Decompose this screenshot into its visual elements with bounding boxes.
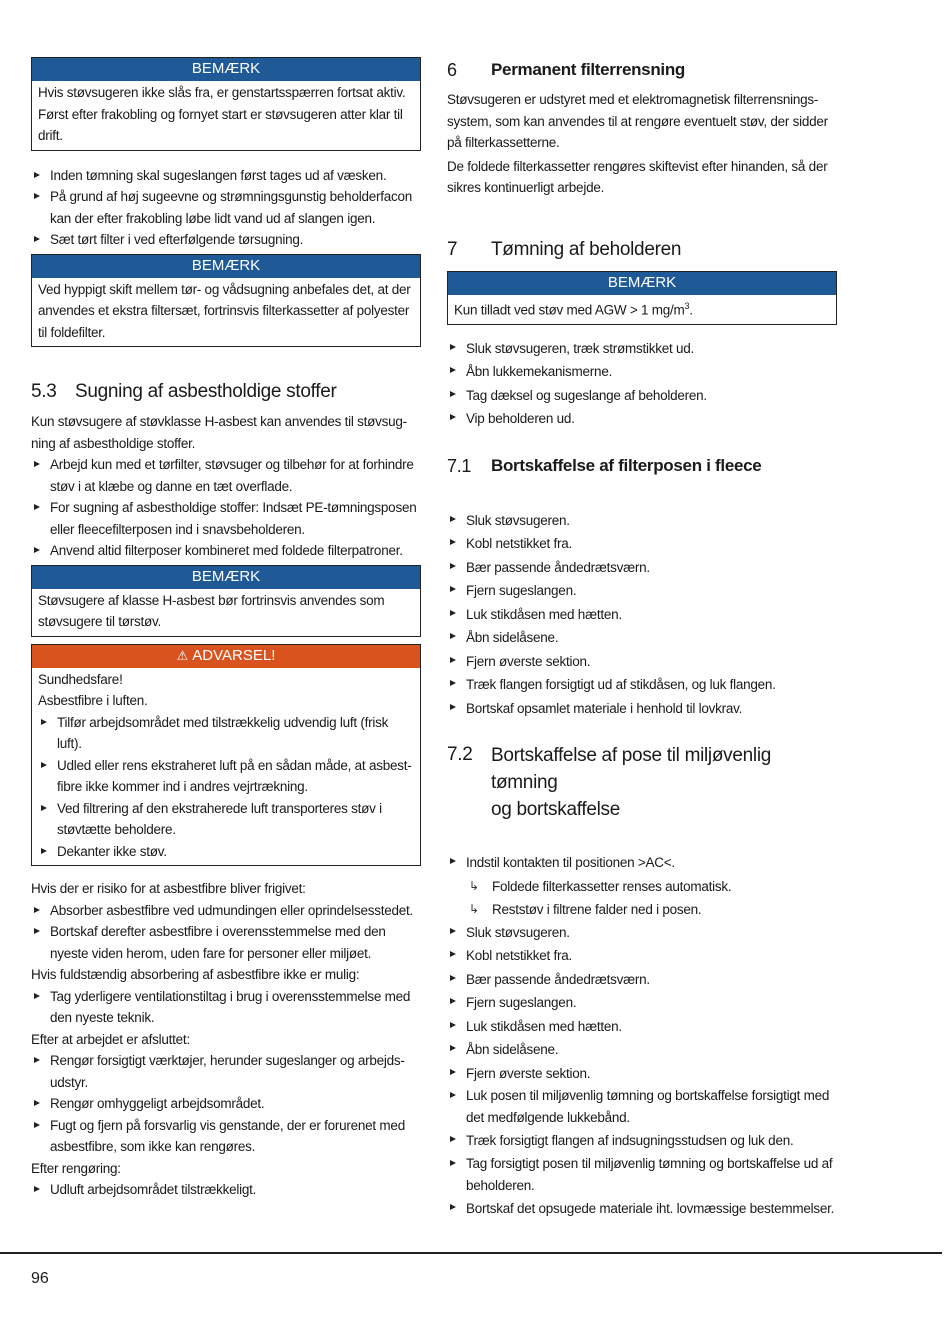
section-heading-7-2 bbox=[447, 742, 837, 823]
bullet-item: Fjern sugeslangen. bbox=[447, 579, 837, 603]
footer-divider bbox=[0, 1252, 942, 1254]
section-6-text bbox=[447, 89, 837, 199]
asbestos-bullet-list bbox=[31, 454, 421, 562]
intro-paragraph: Efter at arbejdet er afsluttet: bbox=[31, 1031, 190, 1047]
bullet-item: Bortskaf opsamlet materiale i henhold til lovkrav. bbox=[447, 697, 837, 721]
section-heading-6 bbox=[447, 57, 837, 83]
warning-box bbox=[31, 644, 421, 867]
bullet-item: Vip beholderen ud. bbox=[447, 407, 837, 431]
bullet-item: Dekanter ikke støv. bbox=[38, 841, 414, 863]
warning-triangle-icon: ⚠ bbox=[176, 647, 189, 663]
note-line: Støvsugere af klasse H-asbest bør fortrinsvis anvendes som bbox=[38, 592, 385, 608]
bullet-item: Luk posen til miljøvenlig tømning og bortskaffelse forsigtigt med det medfølgende lukkebånd. bbox=[447, 1085, 837, 1129]
intro-paragraph: Kun støvsugere af støvklasse H-asbest kan anvendes til støvsug-ning af asbestholdige stoffer. bbox=[31, 414, 407, 451]
risk-bullet-list bbox=[31, 900, 421, 965]
note-line: Hvis støvsugeren ikke slås fra, er genstartsspærren fortsat aktiv. bbox=[38, 85, 406, 100]
section-number: 7 bbox=[447, 238, 458, 260]
bullet-item: Tag forsigtigt posen til miljøvenlig tømning og bortskaffelse ud af beholderen. bbox=[447, 1153, 837, 1197]
note-line: Ved hyppigt skift mellem tør- og vådsugning anbefales det, at der bbox=[38, 281, 411, 297]
note-box-body bbox=[32, 589, 420, 636]
warning-bullet-list bbox=[38, 712, 414, 863]
section-title: Permanent filterrensning bbox=[491, 60, 686, 79]
note-box-body bbox=[32, 81, 420, 150]
section-heading-7 bbox=[447, 237, 837, 263]
bullet-item: Bær passende åndedrætsværn. bbox=[447, 968, 837, 992]
note-period: . bbox=[689, 302, 693, 317]
note-superscript: 3 bbox=[684, 300, 690, 311]
section-number: 7.1 bbox=[447, 455, 472, 476]
section-number: 7.2 bbox=[447, 744, 473, 765]
absorb-intro bbox=[31, 964, 421, 986]
result-text: Reststøv i filtrene falder ned i posen. bbox=[492, 901, 702, 917]
emptying-bullet-list bbox=[31, 165, 421, 251]
note-box-header: BEMÆRK bbox=[32, 58, 420, 81]
bullet-item: Kobl netstikket fra. bbox=[447, 944, 837, 968]
result-arrow-icon: ↳ bbox=[469, 878, 479, 893]
warning-line: Sundhedsfare! bbox=[38, 671, 123, 687]
bullet-item: Træk forsigtigt flangen af indsugningsstudsen og luk den. bbox=[447, 1129, 837, 1153]
result-item bbox=[447, 875, 837, 898]
intro-paragraph: Hvis fuldstændig absorbering af asbestfibre ikke er mulig: bbox=[31, 967, 360, 982]
after-work-bullet-list bbox=[31, 1050, 421, 1158]
bullet-item: Bær passende åndedrætsværn. bbox=[447, 556, 837, 580]
note-line: støvsugere til tørstøv. bbox=[38, 614, 162, 629]
bullet-item: Fugt og fjern på forsvarlig vis genstande, der er forurenet med asbestfibre, som ikke kan rengøres. bbox=[31, 1115, 421, 1158]
note-box-header: BEMÆRK bbox=[32, 566, 420, 589]
note-box-body bbox=[448, 295, 836, 324]
section-number: 6 bbox=[447, 60, 457, 80]
note-line: til foldefilter. bbox=[38, 324, 106, 340]
note-box-filter-set bbox=[31, 254, 421, 348]
section-7-2-bullet-list bbox=[447, 921, 837, 1221]
left-column bbox=[31, 57, 421, 1201]
bullet-item: Arbejd kun med et tørfilter, støvsuger og tilbehør for at forhindre støv i at klæbe og danne en tæt overflade. bbox=[31, 454, 421, 497]
note-line: anvendes et ekstra filtersæt, fortrinsvis filterkassetter af polyester bbox=[38, 303, 410, 318]
absorb-bullet-list bbox=[31, 986, 421, 1029]
note-box-genstart bbox=[31, 57, 421, 151]
bullet-item: Ved filtrering af den ekstraherede luft transporteres støv i støvtætte beholdere. bbox=[38, 798, 414, 841]
bullet-item: Fjern sugeslangen. bbox=[447, 991, 837, 1015]
bullet-item: Rengør omhyggeligt arbejdsområdet. bbox=[31, 1093, 421, 1115]
bullet-item: Udled eller rens ekstraheret luft på en sådan måde, at asbest-fibre ikke kommer ind i andres vejrtrækning. bbox=[38, 755, 414, 798]
result-text: Foldede filterkassetter renses automatisk. bbox=[492, 878, 732, 894]
bullet-item: Åbn sidelåsene. bbox=[447, 626, 837, 650]
bullet-item: Træk flangen forsigtigt ud af stikdåsen, og luk flangen. bbox=[447, 673, 837, 697]
bullet-item: Åbn lukkemekanismerne. bbox=[447, 360, 837, 384]
bullet-item: Rengør forsigtigt værktøjer, herunder sugeslanger og arbejds-udstyr. bbox=[31, 1050, 421, 1093]
bullet-item: For sugning af asbestholdige stoffer: Indsæt PE-tømningsposen eller fleecefilterposen ind i snavsbeholderen. bbox=[31, 497, 421, 540]
note-line: Først efter frakobling og fornyet start er støvsugeren atter klar til bbox=[38, 106, 403, 122]
bullet-item: Kobl netstikket fra. bbox=[447, 532, 837, 556]
section-title bbox=[491, 742, 837, 823]
bullet-item: Inden tømning skal sugeslangen først tages ud af væsken. bbox=[31, 165, 421, 187]
after-work-intro bbox=[31, 1029, 421, 1051]
section-intro bbox=[31, 411, 421, 454]
bullet-item: Tilfør arbejdsområdet med tilstrækkelig udvendig luft (frisk luft). bbox=[38, 712, 414, 755]
after-clean-bullet-list bbox=[31, 1179, 421, 1201]
section-title-line: Bortskaffelse af pose til miljøvenlig tømning bbox=[491, 745, 772, 793]
bullet-item: Luk stikdåsen med hætten. bbox=[447, 603, 837, 627]
paragraph: De foldede filterkassetter rengøres skiftevist efter hinanden, så der sikres kontinuerligt arbejde. bbox=[447, 158, 828, 195]
warning-line: Asbestfibre i luften. bbox=[38, 693, 148, 708]
note-box-header: BEMÆRK bbox=[32, 255, 420, 278]
note-text: Kun tilladt ved støv med AGW > 1 mg/m bbox=[454, 302, 685, 317]
after-clean-intro bbox=[31, 1158, 421, 1180]
page-number: 96 bbox=[31, 1270, 49, 1287]
bullet-item: Tag yderligere ventilationstiltag i brug i overensstemmelse med den nyeste teknik. bbox=[31, 986, 421, 1029]
bullet-item: Fjern øverste sektion. bbox=[447, 650, 837, 674]
section-title: Sugning af asbestholdige stoffer bbox=[75, 381, 337, 402]
note-line bbox=[454, 296, 830, 321]
bullet-item: På grund af høj sugeevne og strømningsgunstig beholderfacon kan der efter frakobling løbe lidt vand ud af slangen igen. bbox=[31, 186, 421, 229]
bullet-item: Sluk støvsugeren, træk strømstikket ud. bbox=[447, 337, 837, 361]
section-title-line: og bortskaffelse bbox=[491, 799, 620, 820]
warning-label: ADVARSEL! bbox=[192, 646, 276, 664]
section-7-2-result-list bbox=[447, 875, 837, 921]
section-7-bullet-list bbox=[447, 337, 837, 431]
bullet-item: Udluft arbejdsområdet tilstrækkeligt. bbox=[31, 1179, 421, 1201]
bullet-item: Luk stikdåsen med hætten. bbox=[447, 1015, 837, 1039]
note-box-agw bbox=[447, 271, 837, 325]
section-7-1-bullet-list bbox=[447, 509, 837, 721]
result-arrow-icon: ↳ bbox=[469, 901, 479, 916]
right-column bbox=[447, 57, 837, 1220]
intro-paragraph: Hvis der er risiko for at asbestfibre bliver frigivet: bbox=[31, 881, 306, 896]
paragraph: Støvsugeren er udstyret med et elektromagnetisk filterrensnings-system, som kan anvendes til at rengøre eventuelt støv, der sidder på filterkassetterne. bbox=[447, 92, 828, 150]
note-line: drift. bbox=[38, 128, 63, 143]
warning-box-body bbox=[32, 668, 420, 866]
section-7-2-first-step bbox=[447, 851, 837, 875]
section-title: Bortskaffelse af filterposen i fleece bbox=[491, 455, 762, 475]
result-item bbox=[447, 898, 837, 921]
risk-intro bbox=[31, 878, 421, 900]
bullet-item: Sæt tørt filter i ved efterfølgende tørsugning. bbox=[31, 229, 421, 251]
warning-box-header bbox=[32, 645, 420, 668]
bullet-item: Fjern øverste sektion. bbox=[447, 1062, 837, 1086]
note-box-header: BEMÆRK bbox=[448, 272, 836, 295]
section-heading-5-3 bbox=[31, 379, 421, 405]
section-title: Tømning af beholderen bbox=[491, 238, 682, 260]
section-heading-7-1 bbox=[447, 453, 837, 479]
bullet-item: Tag dæksel og sugeslange af beholderen. bbox=[447, 384, 837, 408]
note-box-h-asbest bbox=[31, 565, 421, 637]
intro-paragraph: Efter rengøring: bbox=[31, 1160, 121, 1176]
bullet-item: Bortskaf det opsugede materiale iht. lovmæssige bestemmelser. bbox=[447, 1197, 837, 1221]
note-box-body bbox=[32, 278, 420, 347]
section-number: 5.3 bbox=[31, 381, 57, 402]
bullet-item: Absorber asbestfibre ved udmundingen eller oprindelsesstedet. bbox=[31, 900, 421, 922]
bullet-item: Bortskaf derefter asbestfibre i overensstemmelse med den nyeste viden herom, uden fare for personer eller miljøet. bbox=[31, 921, 421, 964]
bullet-item: Sluk støvsugeren. bbox=[447, 509, 837, 533]
bullet-item: Indstil kontakten til positionen >AC<. bbox=[447, 851, 837, 875]
bullet-item: Åbn sidelåsene. bbox=[447, 1038, 837, 1062]
bullet-item: Sluk støvsugeren. bbox=[447, 921, 837, 945]
bullet-item: Anvend altid filterposer kombineret med foldede filterpatroner. bbox=[31, 540, 421, 562]
